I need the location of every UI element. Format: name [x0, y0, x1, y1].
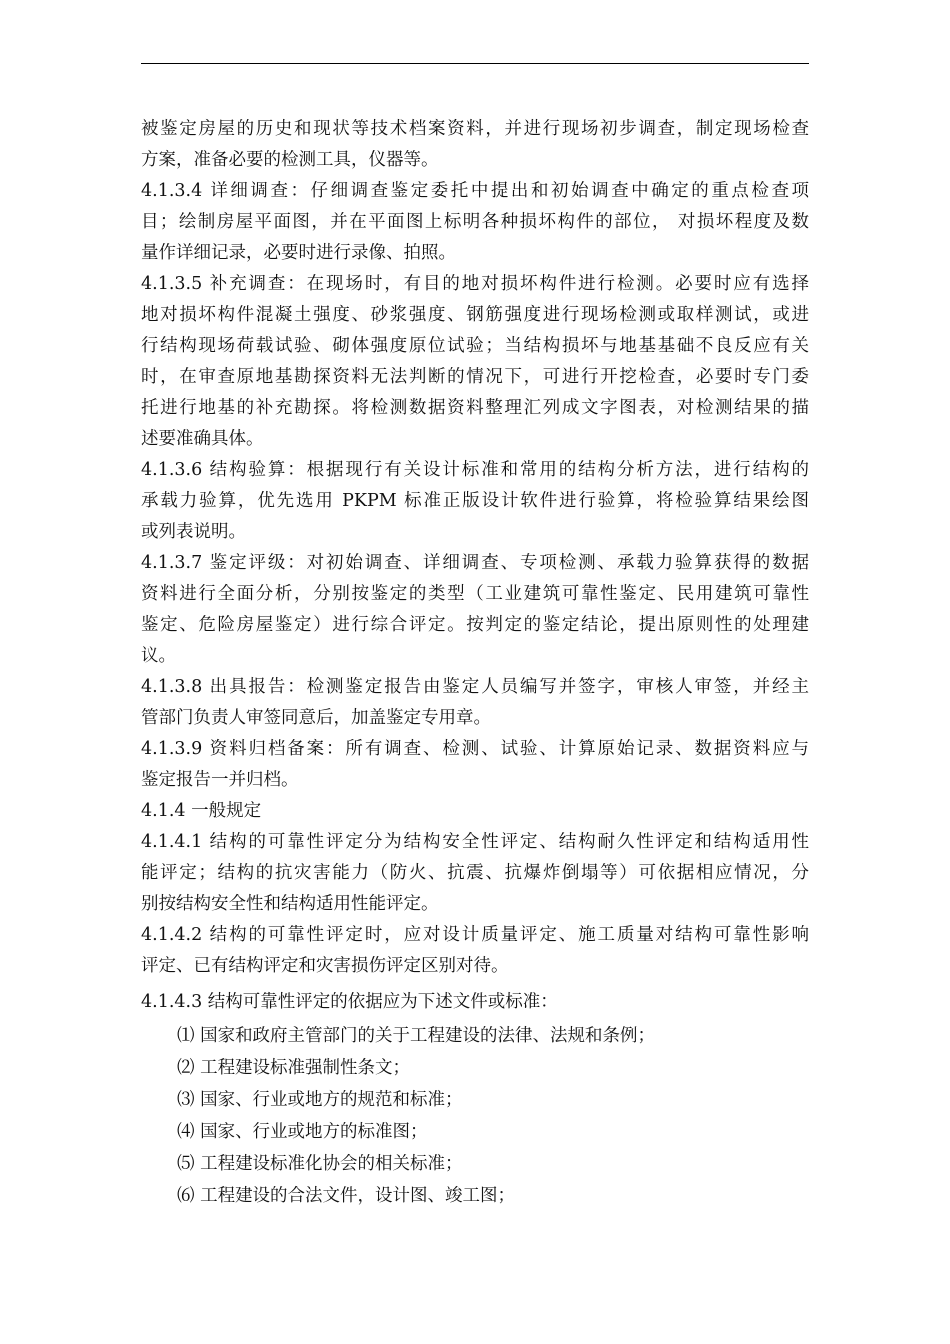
paragraph-4-1-3-4: [141, 176, 809, 269]
text-line: 4.1.3.7 鉴定评级：对初始调查、详细调查、专项检测、承载力验算获得的数据: [141, 553, 809, 573]
text-line: 或列表说明。: [141, 522, 246, 542]
text-line: 4.1.4 一般规定: [141, 801, 262, 821]
text-line: 量作详细记录，必要时进行录像、拍照。: [141, 243, 456, 263]
text-line: 别按结构安全性和结构适用性能评定。: [141, 894, 439, 914]
paragraph-4-1-3-8: [141, 672, 809, 734]
paragraph-4-1-4-2: [141, 920, 809, 982]
text-line: 评定、已有结构评定和灾害损伤评定区别对待。: [141, 956, 509, 976]
text-line: 4.1.4.1 结构的可靠性评定分为结构安全性评定、结构耐久性评定和结构适用性: [141, 832, 809, 852]
paragraph-4-1-4-3: [141, 987, 809, 1018]
text-line: 目；绘制房屋平面图，并在平面图上标明各种损坏构件的部位， 对损坏程度及数: [141, 212, 809, 232]
paragraph-4-1-3-5: [141, 269, 809, 455]
text-line: 方案，准备必要的检测工具，仪器等。: [141, 150, 439, 170]
text-line: 议。: [141, 646, 176, 666]
text-line: 4.1.4.3 结构可靠性评定的依据应为下述文件或标准：: [141, 992, 558, 1012]
text-line: 述要准确具体。: [141, 429, 264, 449]
paragraph-4-1-3-7: [141, 548, 809, 672]
list-item: ⑹ 工程建设的合法文件，设计图、竣工图；: [177, 1186, 516, 1206]
text-line: 4.1.3.4 详细调查：仔细调查鉴定委托中提出和初始调查中确定的重点检查项: [141, 181, 809, 201]
text-line: 4.1.3.5 补充调查：在现场时，有目的地对损坏构件进行检测。必要时应有选择: [141, 274, 809, 294]
text-line: 托进行地基的补充勘探。将检测数据资料整理汇列成文字图表，对检测结果的描: [141, 398, 809, 418]
text-line: 能评定；结构的抗灾害能力（防火、抗震、抗爆炸倒塌等）可依据相应情况，分: [141, 863, 809, 883]
text-line: 承载力验算，优先选用 PKPM 标准正版设计软件进行验算，将检验算结果绘图: [141, 491, 809, 511]
header-rule: [141, 63, 809, 64]
list-item: ⑷ 国家、行业或地方的标准图；: [177, 1122, 428, 1142]
text-line: 4.1.4.2 结构的可靠性评定时，应对设计质量评定、施工质量对结构可靠性影响: [141, 925, 809, 945]
text-line: 资料进行全面分析，分别按鉴定的类型（工业建筑可靠性鉴定、民用建筑可靠性: [141, 584, 809, 604]
text-line: 行结构现场荷载试验、砌体强度原位试验；当结构损坏与地基基础不良反应有关: [141, 336, 809, 356]
paragraph-4-1-4-1: [141, 827, 809, 920]
text-line: 被鉴定房屋的历史和现状等技术档案资料，并进行现场初步调查，制定现场检查: [141, 119, 809, 139]
list-item: ⑶ 国家、行业或地方的规范和标准；: [177, 1090, 463, 1110]
text-line: 时，在审查原地基勘探资料无法判断的情况下，可进行开挖检查，必要时专门委: [141, 367, 809, 387]
document-body: [141, 114, 809, 1212]
text-line: 管部门负责人审签同意后，加盖鉴定专用章。: [141, 708, 491, 728]
text-line: 4.1.3.9 资料归档备案：所有调查、检测、试验、计算原始记录、数据资料应与: [141, 739, 809, 759]
paragraph-4-1-3-9: [141, 734, 809, 796]
section-heading-4-1-4: [141, 796, 809, 827]
text-line: 鉴定、危险房屋鉴定）进行综合评定。按判定的鉴定结论，提出原则性的处理建: [141, 615, 809, 635]
text-line: 4.1.3.6 结构验算：根据现行有关设计标准和常用的结构分析方法，进行结构的: [141, 460, 809, 480]
list-item: ⑴ 国家和政府主管部门的关于工程建设的法律、法规和条例；: [177, 1026, 656, 1046]
paragraph-intro: [141, 114, 809, 176]
text-line: 鉴定报告一并归档。: [141, 770, 299, 790]
criteria-list: [141, 1020, 809, 1212]
text-line: 地对损坏构件混凝土强度、砂浆强度、钢筋强度进行现场检测或取样测试，或进: [141, 305, 809, 325]
text-line: 4.1.3.8 出具报告：检测鉴定报告由鉴定人员编写并签字，审核人审签，并经主: [141, 677, 809, 697]
list-item: ⑸ 工程建设标准化协会的相关标准；: [177, 1154, 463, 1174]
list-item: ⑵ 工程建设标准强制性条文；: [177, 1058, 411, 1078]
paragraph-4-1-3-6: [141, 455, 809, 548]
